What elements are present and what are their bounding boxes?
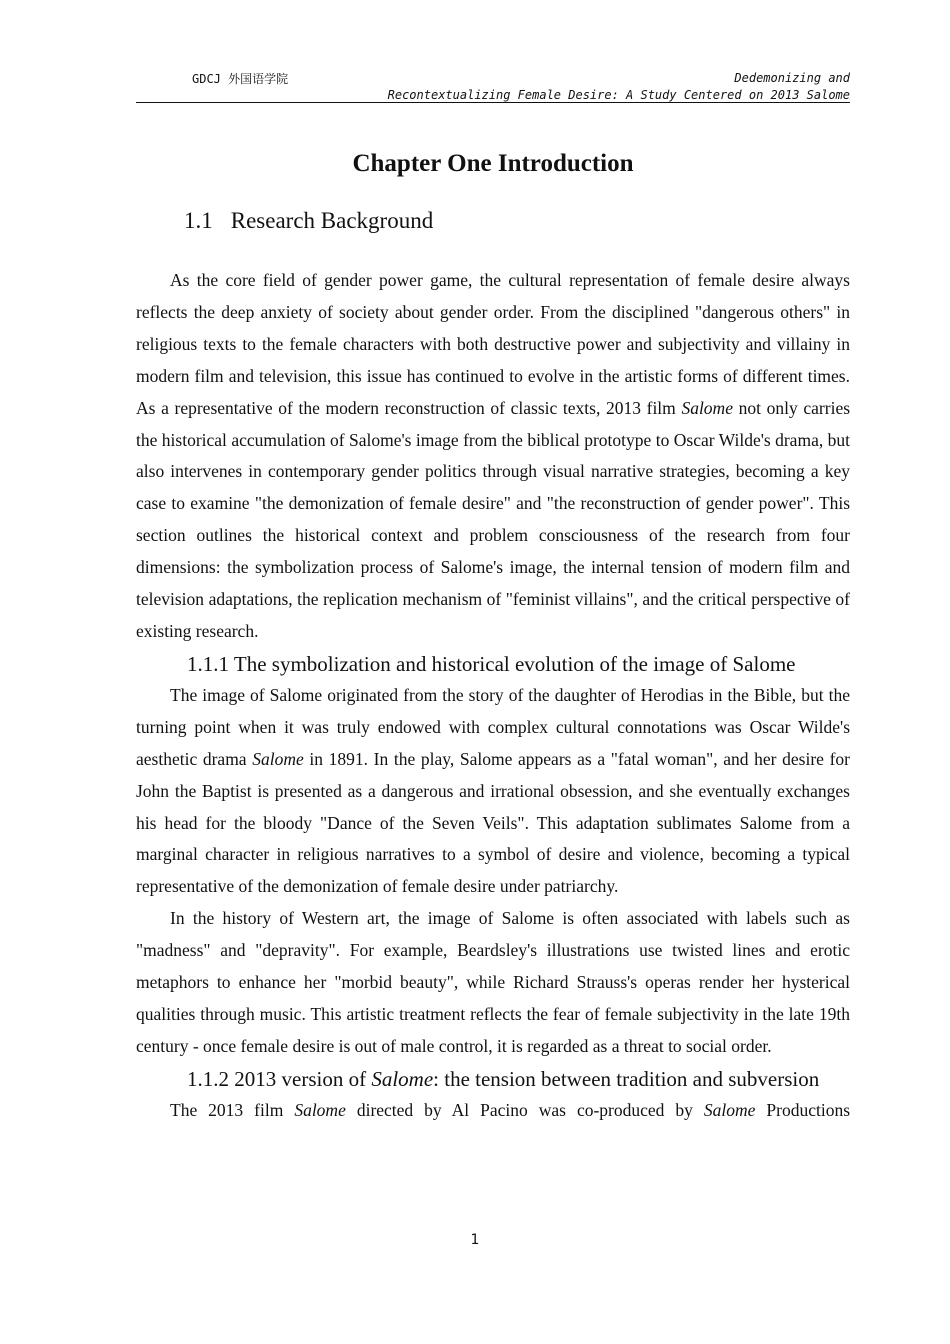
subsection-heading-1-1-2 — [136, 1063, 850, 1095]
header-running-title — [388, 70, 850, 104]
paragraph-1-part-a: As the core field of gender power game, the cultural representation of female desire always reflects the deep anxiety of society about gender order. From the disciplined "dangerous others" in religious texts to the female characters with both destructive power and subjectivity and villainy in modern film and television, this issue has continued to evolve in the artistic forms of different times. As a representative of the modern reconstruction of classic texts, 2013 film — [136, 270, 850, 418]
header-rule — [136, 102, 850, 103]
header-institution: GDCJ 外国语学院 — [192, 72, 289, 86]
header-title-line-1: Dedemonizing and — [734, 71, 850, 85]
subsection-2-part-b: : the tension between tradition and subversion — [433, 1066, 820, 1091]
subsection-heading-1-1-1: 1.1.1 The symbolization and historical evolution of the image of Salome — [187, 651, 796, 676]
page-number: 1 — [470, 1232, 480, 1248]
paragraph-2-part-a: The image of Salome originated from the story of the daughter of Herodias in the Bible, but the turning point when it was truly endowed with complex cultural connotations was Oscar Wilde's aesthetic drama — [136, 684, 850, 769]
paragraph-1-part-b: not only carries the historical accumulation of Salome's image from the biblical prototype to Oscar Wilde's drama, but also intervenes in contemporary gender politics through visual narrative strategies, becoming a key case to examine "the demonization of female desire" and "the reconstruction of gender power". This section outlines the historical context and problem consciousness of the research from four dimensions: the symbolization process of Salome's image, the internal tension of modern film and television adaptations, the replication mechanism of "feminist villains", and the critical perspective of existing research. — [136, 397, 851, 641]
section-number: 1.1 — [184, 208, 213, 233]
body-text — [136, 265, 850, 1127]
film-title-italic-2: Salome — [294, 1099, 346, 1120]
section-heading — [184, 208, 433, 234]
paragraph-4-part-c: Productions — [766, 1099, 851, 1120]
production-company-italic: Salome — [703, 1099, 756, 1120]
film-title-italic: Salome — [681, 397, 733, 418]
paragraph-4-part-a: The 2013 film — [170, 1099, 284, 1120]
chapter-title: Chapter One Introduction — [352, 150, 634, 177]
subsection-2-italic: Salome — [371, 1066, 434, 1091]
subsection-2-part-a: 1.1.2 2013 version of — [187, 1066, 367, 1091]
section-title-text: Research Background — [230, 208, 434, 233]
paragraph-4-part-b: directed by Al Pacino was co-produced by — [356, 1099, 693, 1120]
header-title-line-2: Recontextualizing Female Desire: A Study Centered on 2013 Salome — [387, 88, 850, 102]
paragraph-3: In the history of Western art, the image of Salome is often associated with labels such as "madness" and "depravity". For example, Beardsley's illustrations use twisted lines and erotic metaphors to enhance her "morbid beauty", while Richard Strauss's operas render her hysterical qualities through music. This artistic treatment reflects the fear of female subjectivity in the late 19th century - once female desire is out of male control, it is regarded as a threat to social order. — [136, 908, 850, 1056]
paragraph-2 — [136, 680, 850, 903]
paragraph-2-part-b: in 1891. In the play, Salome appears as a "fatal woman", and her desire for John the Baptist is presented as a dangerous and irrational obsession, and she eventually exchanges his head for the bloody "Dance of the Seven Veils". This adaptation sublimates Salome from a marginal character in religious narratives to a symbol of desire and violence, becoming a typical representative of the demonization of female desire under patriarchy. — [136, 748, 850, 897]
paragraph-1 — [136, 265, 850, 648]
paragraph-4 — [136, 1095, 850, 1127]
play-title-italic: Salome — [252, 748, 304, 769]
